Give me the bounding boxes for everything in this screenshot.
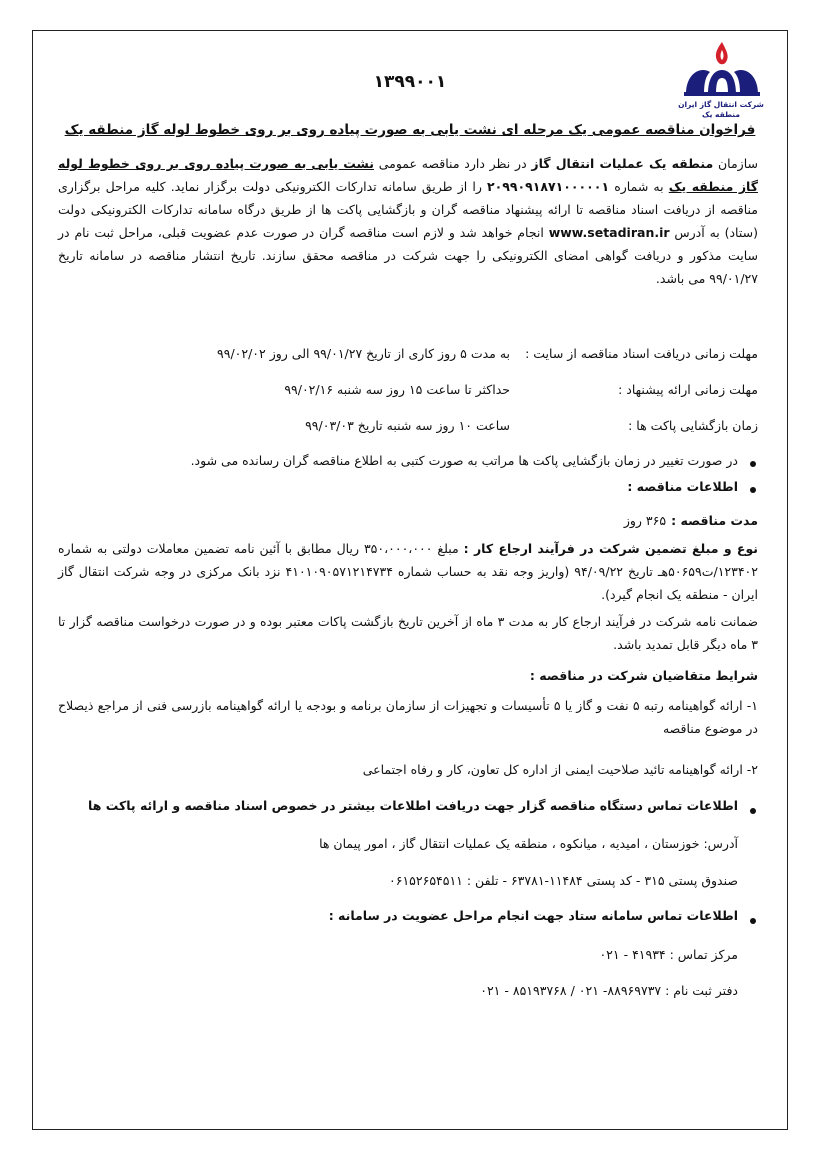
tender-subject: نشت یابی به صورت پیاده روی بر روی خطوط لوله گاز منطقه یک — [58, 156, 758, 194]
tender-code: ۲۰۹۹۰۹۱۸۷۱۰۰۰۰۰۱ — [487, 179, 610, 194]
intro-paragraph — [58, 152, 758, 290]
intro-text: به شماره — [614, 179, 664, 194]
schedule-value: ساعت ۱۰ روز سه شنبه تاریخ ۹۹/۰۳/۰۳ — [305, 418, 510, 433]
schedule-label: زمان بازگشایی پاکت ها : — [628, 418, 758, 433]
schedule-value: حداکثر تا ساعت ۱۵ روز سه شنبه ۹۹/۰۲/۱۶ — [284, 382, 510, 397]
intro-text: در نظر دارد مناقصه عمومی — [378, 156, 527, 171]
conditions-heading: شرایط متقاضیان شرکت در مناقصه : — [529, 668, 758, 683]
contact-heading: اطلاعات تماس دستگاه مناقصه گزار جهت دریافت اطلاعات بیشتر در خصوص اسناد مناقصه و ارائه پاکت ها — [88, 798, 738, 813]
guarantee-text: مبلغ ۳۵۰،۰۰۰،۰۰۰ ریال مطابق با آئین نامه تضمین معاملات دولتی به شماره ۱۲۳۴۰۲/ت۵۰۶۵۹هـ تاریخ ۹۴/۰۹/۲۲ (واریز وجه نقد به حساب شماره ۴۱۰۱۰۹۰۵۷۱۲۱۴۷۳۴ نزد بانک مرکزی در وجه شرکت انتقال گاز ایران - منطقه یک انجام گیرد). — [58, 541, 758, 602]
duration-label: مدت مناقصه : — [671, 513, 758, 528]
duration-value: ۳۶۵ روز — [623, 513, 667, 528]
organization-name: منطقه یک عملیات انتقال گاز — [531, 156, 714, 171]
tender-number: ۱۳۹۹۰۰۱ — [373, 72, 447, 92]
condition-item-1: ۱- ارائه گواهینامه رتبه ۵ نفت و گاز یا ۵ تأسیسات و تجهیزات از سازمان برنامه و بودجه یا ارائه گواهینامه بازرسی فنی از مراجع ذیصلاح در موضوع مناقصه — [58, 698, 759, 736]
tender-info-heading: اطلاعات مناقصه : — [627, 479, 738, 494]
bullet-icon — [750, 808, 756, 814]
setad-registration-office: دفتر ثبت نام : ۸۸۹۶۹۷۳۷- ۰۲۱ / ۸۵۱۹۳۷۶۸ - ۰۲۱ — [480, 983, 738, 998]
guarantee-block — [58, 537, 758, 606]
contact-postal-phone: صندوق پستی ۳۱۵ - کد پستی ۱۱۴۸۴-۶۳۷۸۱ - تلفن : ۰۶۱۵۲۶۵۴۵۱۱ — [389, 873, 738, 888]
schedule-label: مهلت زمانی ارائه پیشنهاد : — [618, 382, 758, 397]
guarantee-label: نوع و مبلغ تضمین شرکت در فرآیند ارجاع کار : — [463, 541, 758, 556]
setad-heading: اطلاعات تماس سامانه ستاد جهت انجام مراحل عضویت در سامانه : — [328, 908, 738, 923]
page-title: فراخوان مناقصه عمومی یک مرحله ای نشت یابی به صورت پیاده روی بر روی خطوط لوله گاز منطقه یک — [64, 122, 756, 138]
intro-text: سازمان — [717, 156, 758, 171]
schedule-value: به مدت ۵ روز کاری از تاریخ ۹۹/۰۱/۲۷ الی روز ۹۹/۰۲/۰۲ — [217, 346, 510, 361]
setad-call-center: مرکز تماس : ۴۱۹۳۴ - ۰۲۱ — [599, 947, 738, 962]
logo-company-name: شرکت انتقال گاز ایران — [678, 100, 764, 109]
bullet-icon — [750, 461, 756, 467]
website-address: www.setadiran.ir — [548, 225, 670, 240]
contact-address: آدرس: خوزستان ، امیدیه ، میانکوه ، منطقه یک عملیات انتقال گاز ، امور پیمان ها — [319, 836, 738, 851]
schedule-label: مهلت زمانی دریافت اسناد مناقصه از سایت : — [525, 346, 758, 361]
duration-row — [624, 510, 758, 529]
logo-region-name: منطقه یک — [701, 110, 741, 119]
condition-item-2: ۲- ارائه گواهینامه تائید صلاحیت ایمنی از اداره کل تعاون، کار و رفاه اجتماعی — [362, 762, 758, 777]
bullet-icon — [750, 918, 756, 924]
intro-text: انجام خواهد شد و لازم است مناقصه گران در صورت عدم عضویت قبلی، مراحل ثبت نام در سایت مذکور و دریافت گواهی امضای الکترونیکی را جهت شرکت در مناقصه محقق سازند. تاریخ انتشار مناقصه در سامانه تاریخ ۹۹/۰۱/۲۷ می باشد. — [58, 225, 758, 286]
bullet-icon — [750, 487, 756, 493]
notice-text: در صورت تغییر در زمان بازگشایی پاکت ها مراتب به صورت کتبی به اطلاع مناقصه گران رسانده می شود. — [190, 453, 738, 468]
intro-text: را از طریق سامانه تدارکات الکترونیکی دولت برگزار نماید. کلیه مراحل برگزاری مناقصه از دریافت اسناد مناقصه تا ارائه پیشنهاد مناقصه گران و بازگشایی پاکت ها از طریق درگاه سامانه تدارکات الکترونیکی دولت (ستاد) به آدرس — [58, 179, 758, 240]
validity-text: ضمانت نامه شرکت در فرآیند ارجاع کار به مدت ۳ ماه از آخرین تاریخ بازگشت پاکات معتبر بوده و در صورت درخواست مناقصه گزار تا ۳ ماه دیگر قابل تمدید باشد. — [58, 614, 758, 652]
